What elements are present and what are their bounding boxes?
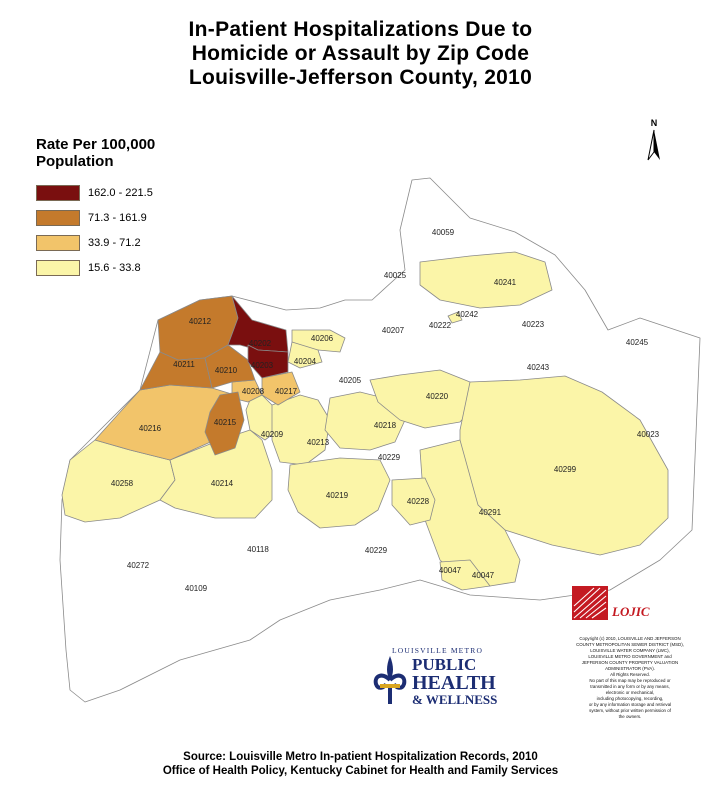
zip-label: 40229 [377,453,401,462]
title-line-2: Homicide or Assault by Zip Code [191,42,530,65]
zip-40241 [420,252,552,308]
source-note [0,750,721,778]
zip-label: 40204 [293,357,317,366]
zip-label: 40222 [428,321,452,330]
copyright-line: or by any information storage and retrieval [588,702,672,707]
legend-title [36,136,155,170]
zip-label: 40220 [425,392,449,401]
zip-label: 40023 [636,430,660,439]
copyright-line: LOUISVILLE WATER COMPANY (LWC), [590,648,670,653]
legend-swatch-lightest [36,260,80,276]
zip-label: 40291 [478,508,502,517]
zip-label: 40299 [553,465,577,474]
zip-label: 40211 [173,360,195,369]
title-line-1: In-Patient Hospitalizations Due to [188,18,533,41]
copyright-line: All Rights Reserved. [610,672,650,677]
public-health-line-2: HEALTH [412,672,496,694]
copyright-line: electronic or mechanical, [605,690,655,695]
public-health-header: LOUISVILLE METRO [392,646,484,655]
copyright-line: system, without prior written permission of [589,708,671,713]
zip-label: 40047 [471,571,495,580]
copyright-line: LOUISVILLE METRO GOVERNMENT and [588,654,672,659]
zip-label: 40025 [383,271,407,280]
zip-label: 40223 [521,320,545,329]
copyright-line: including photocopying, recording, [596,696,664,701]
public-health-line-3: & WELLNESS [412,692,498,707]
zip-label: 40242 [455,310,479,319]
zip-label: 40214 [210,479,234,488]
legend-label: 15.6 - 33.8 [88,262,141,274]
copyright-line: the owners. [618,714,642,719]
legend-title-line-1: Rate Per 100,000 [36,136,156,153]
zip-label: 40212 [188,317,212,326]
zip-label: 40059 [431,228,455,237]
zip-label: 40215 [213,418,237,427]
copyright-line: No part of this map may be reproduced or [589,678,671,683]
legend-row [36,184,153,202]
north-arrow [645,118,663,167]
north-arrow-icon [645,128,663,162]
legend-title-line-2: Population [36,153,114,170]
zip-label: 40208 [241,387,265,396]
zip-label: 40210 [214,366,238,375]
zip-label: 40272 [126,561,150,570]
public-health-line-1: PUBLIC [412,655,477,674]
zip-label: 40258 [110,479,134,488]
copyright-line: JEFFERSON COUNTY PROPERTY VALUATION [581,660,679,665]
zip-label: 40205 [338,376,362,385]
lojic-text: LOJIC [612,604,650,619]
copyright-line: COUNTY METROPOLITAN SEWER DISTRICT (MSD), [576,642,684,647]
legend-label: 71.3 - 161.9 [88,212,147,224]
legend-label: 162.0 - 221.5 [88,187,153,199]
legend-row [36,259,153,277]
zip-label: 40229 [364,546,388,555]
legend-row [36,234,153,252]
zip-label: 40213 [306,438,330,447]
zip-label: 40228 [406,497,430,506]
copyright-notice [560,636,700,720]
zip-label: 40109 [184,584,208,593]
legend [36,184,153,284]
zip-label: 40218 [373,421,397,430]
legend-swatch-light [36,235,80,251]
zip-label: 40241 [493,278,517,287]
legend-swatch-dark [36,185,80,201]
zip-label: 40203 [250,361,274,370]
zip-label: 40202 [248,339,272,348]
zip-label: 40118 [247,545,269,554]
zip-label: 40206 [310,334,334,343]
zip-label: 40243 [526,363,550,372]
zip-label: 40209 [260,430,284,439]
legend-label: 33.9 - 71.2 [88,237,141,249]
zip-label: 40047 [438,566,462,575]
title-line-3: Louisville-Jefferson County, 2010 [188,66,533,89]
fleur-de-lis-icon [376,656,405,704]
legend-row [36,209,153,227]
zip-label: 40245 [625,338,649,347]
copyright-line: transmitted in any form or by any means, [590,684,670,689]
source-line-2: Office of Health Policy, Kentucky Cabinet for Health and Family Services [162,765,559,777]
legend-swatch-medium [36,210,80,226]
zip-label: 40219 [325,491,349,500]
zip-label: 40207 [381,326,405,335]
copyright-line: Copyright (c) 2010, LOUISVILLE AND JEFFERSON [579,636,681,641]
source-line-1: Source: Louisville Metro In-patient Hospitalization Records, 2010 [183,751,538,763]
zip-label: 40216 [138,424,162,433]
north-label: N [650,118,658,128]
zip-label: 40217 [274,387,298,396]
copyright-line: ADMINISTRATOR (PVA). [605,666,655,671]
